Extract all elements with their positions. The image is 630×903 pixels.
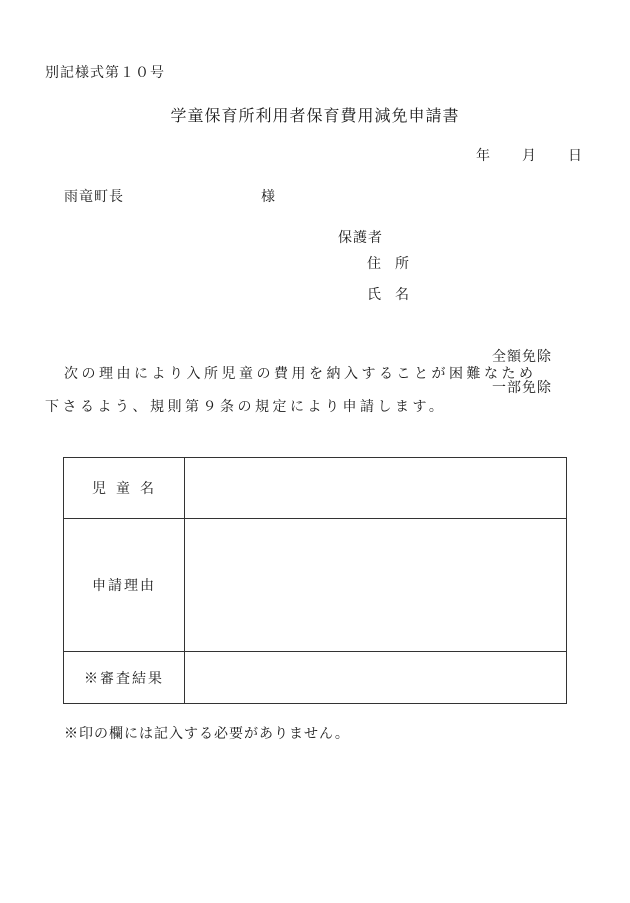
address-label: 住所: [367, 256, 423, 272]
option-partial-exemption: 一部免除: [492, 380, 552, 396]
guardian-label: 保護者: [338, 230, 383, 246]
addressee: 雨竜町長: [64, 189, 124, 205]
date-month-label: 月: [522, 148, 536, 164]
name-label: 氏名: [367, 287, 423, 303]
child-name-label-cell: [64, 458, 185, 519]
document-title: 学童保育所利用者保育費用減免申請書: [170, 106, 460, 125]
review-label-cell: [64, 652, 185, 704]
table-row-child-name: [64, 458, 567, 519]
date-year-label: 年: [476, 148, 490, 164]
review-label: ※審査結果: [84, 670, 164, 687]
footnote: ※印の欄には記入する必要がありません。: [64, 726, 350, 742]
child-name-label: 児童名: [92, 481, 164, 497]
body-text-line-2: 下さるよう、規則第９条の規定により申請します。: [45, 399, 447, 415]
honorific: 様: [261, 189, 275, 205]
reason-label: 申請理由: [92, 578, 156, 594]
body-text-line-1: 次の理由により入所児童の費用を納入することが困難なため: [64, 366, 537, 382]
option-full-exemption: 全額免除: [492, 349, 552, 365]
form-number: 別記様式第１０号: [45, 65, 165, 81]
child-name-field[interactable]: [185, 458, 567, 519]
reason-field[interactable]: [185, 519, 567, 652]
table-row-reason: [64, 519, 567, 652]
date-day-label: 日: [568, 148, 582, 164]
application-table: [63, 457, 567, 704]
review-field[interactable]: [185, 652, 567, 704]
table-row-review: [64, 652, 567, 704]
reason-label-cell: [64, 519, 185, 652]
